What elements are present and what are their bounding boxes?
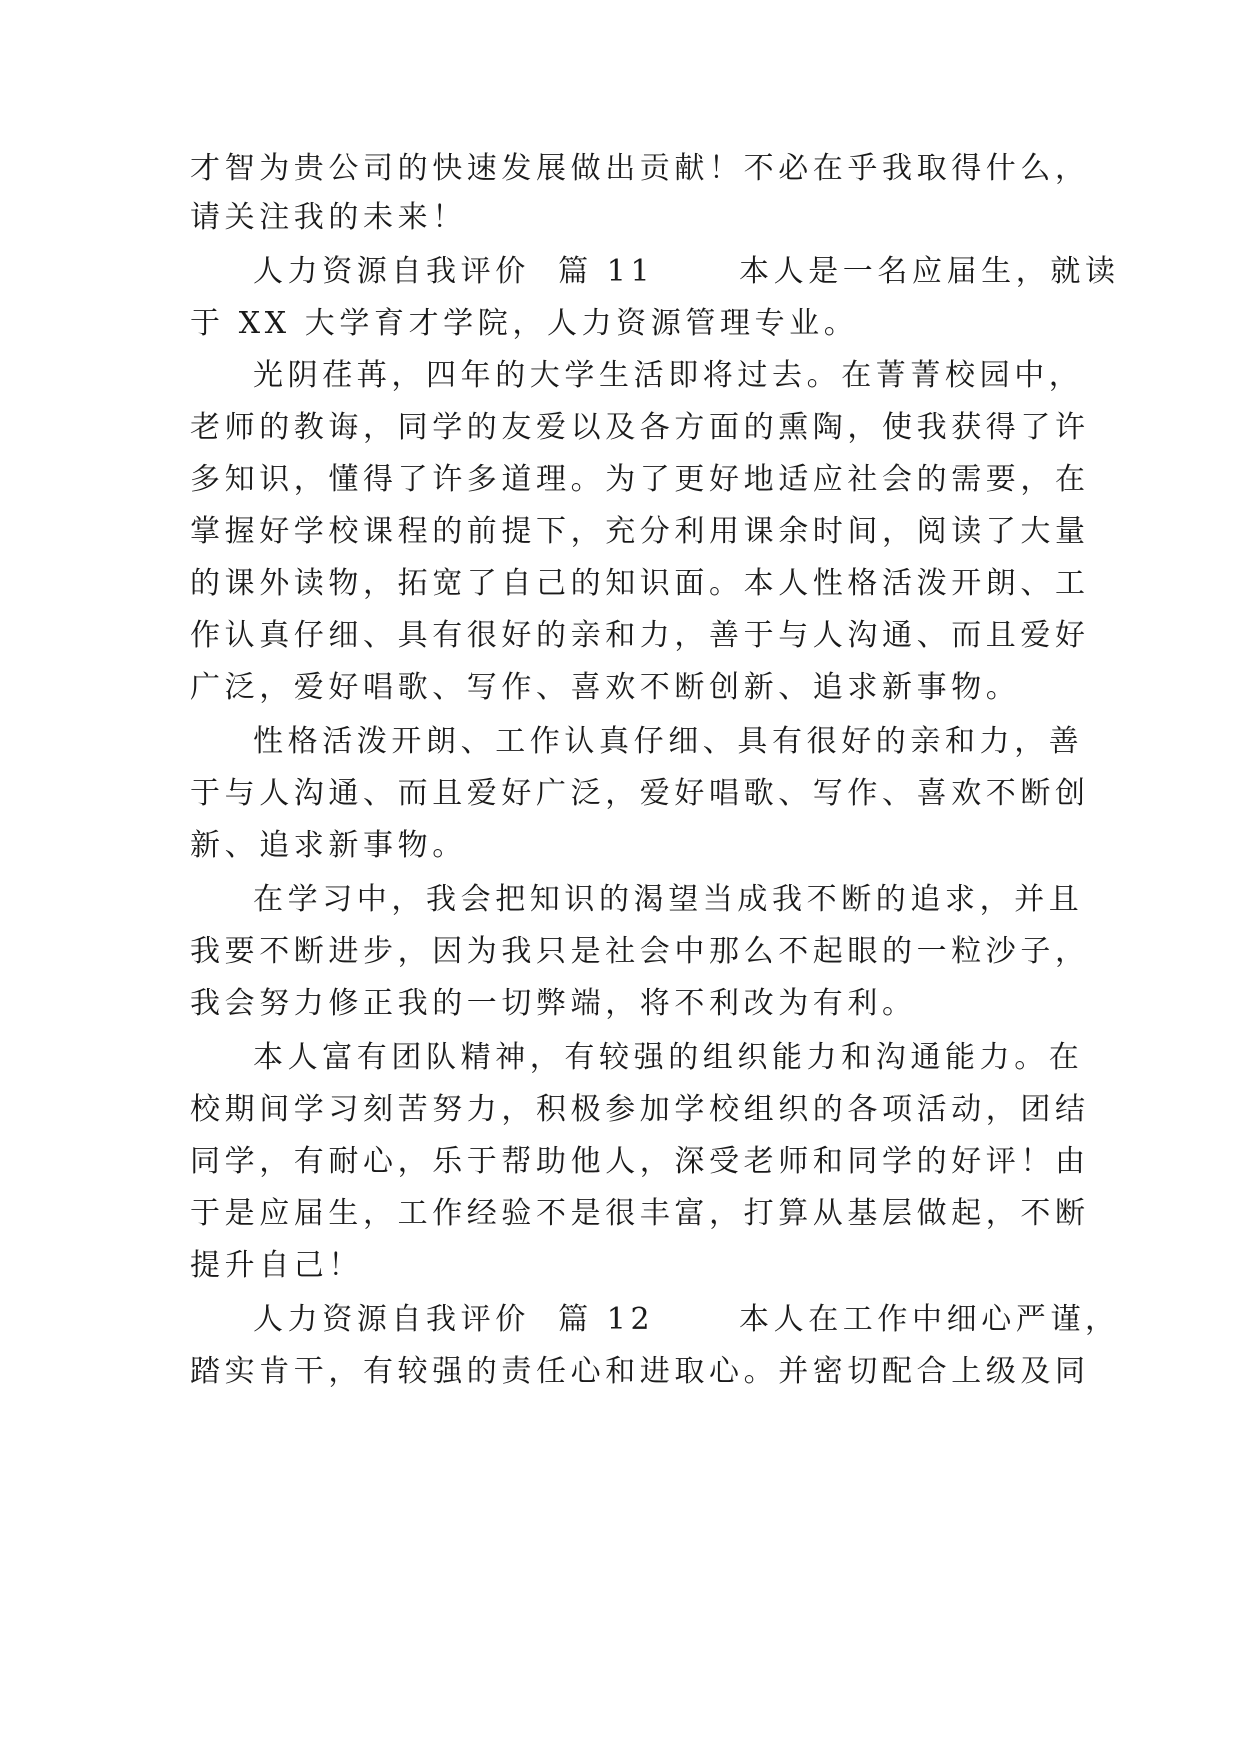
text-line: 我会努力修正我的一切弊端，将不利改为有利。 <box>190 986 917 1021</box>
text-line: 请关注我的未来！ <box>190 200 467 235</box>
paragraph-start-line: 在学习中，我会把知识的渴望当成我不断的追求，并且 <box>253 882 1084 917</box>
text-line: 的课外读物，拓宽了自己的知识面。本人性格活泼开朗、工 <box>190 566 1090 601</box>
text-line: 才智为贵公司的快速发展做出贡献！不必在乎我取得什么， <box>190 151 1090 186</box>
text-line: 同学，有耐心，乐于帮助他人，深受老师和同学的好评！由 <box>190 1144 1090 1179</box>
text-line: 新、追求新事物。 <box>190 828 467 863</box>
text-line: 作认真仔细、具有很好的亲和力，善于与人沟通、而且爱好 <box>190 618 1090 653</box>
text-line: 广泛，爱好唱歌、写作、喜欢不断创新、追求新事物。 <box>190 670 1021 705</box>
text-line: 于 XX 大学育才学院，人力资源管理专业。 <box>190 306 859 341</box>
text-line: 多知识，懂得了许多道理。为了更好地适应社会的需要，在 <box>190 462 1090 497</box>
text-line: 提升自己！ <box>190 1248 363 1283</box>
paragraph-start-line: 本人富有团队精神，有较强的组织能力和沟通能力。在 <box>253 1040 1084 1075</box>
paragraph-start-line: 性格活泼开朗、工作认真仔细、具有很好的亲和力，善 <box>253 724 1084 759</box>
text-line: 校期间学习刻苦努力，积极参加学校组织的各项活动，团结 <box>190 1092 1090 1127</box>
text-line: 我要不断进步，因为我只是社会中那么不起眼的一粒沙子， <box>190 934 1090 969</box>
section-heading-line: 人力资源自我评价 篇 11 本人是一名应届生，就读 <box>253 254 1120 289</box>
text-line: 于是应届生，工作经验不是很丰富，打算从基层做起，不断 <box>190 1196 1090 1231</box>
text-line: 踏实肯干，有较强的责任心和进取心。并密切配合上级及同 <box>190 1354 1090 1389</box>
text-line: 老师的教诲，同学的友爱以及各方面的熏陶，使我获得了许 <box>190 410 1090 445</box>
section-heading-line: 人力资源自我评价 篇 12 本人在工作中细心严谨， <box>253 1302 1120 1337</box>
paragraph-start-line: 光阴荏苒，四年的大学生活即将过去。在菁菁校园中， <box>253 358 1084 393</box>
text-line: 于与人沟通、而且爱好广泛，爱好唱歌、写作、喜欢不断创 <box>190 776 1090 811</box>
text-line: 掌握好学校课程的前提下，充分利用课余时间，阅读了大量 <box>190 514 1090 549</box>
